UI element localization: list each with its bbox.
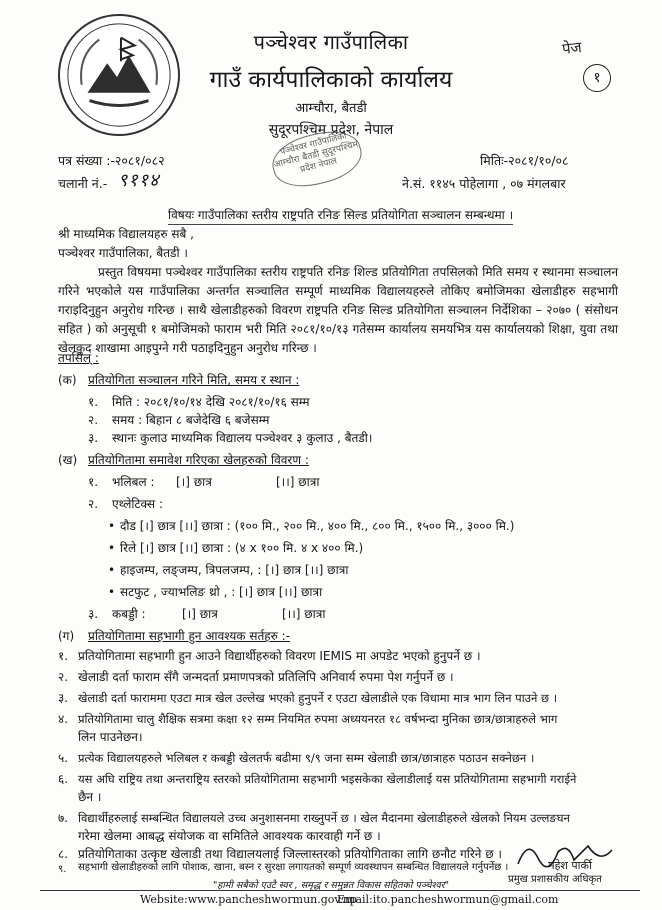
page-number: १ <box>583 64 611 92</box>
section-kha-title: प्रतियोगितामा समावेश गरिएका खेलहरुको विवरण : <box>88 453 309 467</box>
condition-num: ६. <box>58 772 69 786</box>
condition-num: ३. <box>58 691 69 705</box>
condition-text: प्रतियोगितामा चालु शैक्षिक सत्रमा कक्षा १२ सम्म नियमित रुपमा अध्ययनरत १८ वर्षभन्दा मुनिका छात्र/छात्राहरुले भाग <box>78 712 558 726</box>
nepal-sambat-date: ने.सं. ११४५ पोहेलागा , ०७ मंगलबार <box>402 176 566 191</box>
letter-subject: विषयः गाउँपालिका स्तरीय राष्ट्रपति रनिङ सिल्ड प्रतियोगिता सञ्चालन सम्बन्धमा । <box>168 206 513 225</box>
dispatch-number: ९११४ <box>118 170 160 191</box>
section-ga-marker: (ग) <box>58 629 75 643</box>
bullet-icon: • <box>108 563 116 577</box>
condition-text: लिन पाउनेछन। <box>78 730 143 744</box>
condition-text: प्रतियोगितामा सहभागी हुन आउने विद्यार्थीहरुको विवरण IEMIS मा अपडेट भएको हुनुपर्ने छ । <box>78 649 481 663</box>
condition-text: खेलाडी दर्ता फाराम सँगै जन्मदर्ता प्रमाणपत्रको प्रतिलिपि अनिवार्य रुपमा पेश गर्नुपर्ने छ । <box>78 670 454 684</box>
condition-text: छैन । <box>78 790 102 804</box>
kha-item-num: १. <box>88 475 99 489</box>
condition-text: विद्यार्थीहरुलाई सम्बन्धित विद्यालयले उच्च अनुशासनमा राख्नुपर्ने छ । खेल मैदानमा खेलाडीहरुले खेलको नियम उल्लङघन <box>78 811 570 825</box>
athletics-relay: रिले [।] छात्र [।।] छात्रा : (४ x १०० मि. ४ x ४०० मि.) <box>120 541 364 555</box>
kha-item-num: ३. <box>88 607 99 621</box>
province-line: सुदूरपश्चिम प्रदेश, नेपाल <box>268 122 394 138</box>
recipient-line-1: श्री माध्यमिक विद्यालयहरु सबै , <box>58 227 194 241</box>
section-ga-title: प्रतियोगितामा सहभागी हुन आवश्यक सर्तहरु :- <box>88 629 291 643</box>
section-ka-item: स्थानः कुलाउ माध्यमिक विद्यालय पञ्चेश्वर ३ कुलाउ , बैतडी। <box>112 431 373 445</box>
condition-text: प्रतियोगिताका उत्कृष्ट खेलाडी तथा विद्यालयलाई जिल्लास्तरको प्रतियोगिताका लागि छनौट गरिने छ । <box>78 847 502 861</box>
municipality-name: पञ्चेश्वर गाउँपालिका <box>253 30 409 54</box>
condition-text: गरेमा खेलमा आबद्ध संयोजक वा समितिले आवश्यक कारवाही गर्ने छ । <box>78 829 381 843</box>
bullet-icon: • <box>108 585 116 599</box>
condition-num: ८. <box>58 847 69 861</box>
condition-text: सहभागी खेलाडीहरुको लागि पोशाक, खाना, बस्न र सुरक्षा लगायतको सम्पूर्ण व्यवस्थापन सम्बन्धित विद्यालयले गर्नुपर्नेछ । <box>78 862 509 873</box>
letter-date: मितिः-२०८१/१०/०८ <box>480 153 569 168</box>
section-ka-title: प्रतियोगिता सञ्चालन गरिने मिति, समय र स्थान : <box>88 373 300 387</box>
condition-num: ७. <box>58 811 69 825</box>
section-ka-item: समय : बिहान ८ बजेदेखि ६ बजेसम्म <box>112 413 270 427</box>
athletics-race: दौड [।] छात्र [।।] छात्रा : (१०० मि., २०० मि., ४०० मि., ८०० मि., १५०० मि., ३००० मि.) <box>120 519 515 533</box>
signatory-name: महेश पार्की <box>548 859 592 872</box>
section-ka-item-num: १. <box>88 395 99 409</box>
kabaddi-label: कबड्डी : <box>112 607 146 621</box>
condition-num: २. <box>58 670 69 684</box>
reference-number: पत्र संख्या :-२०८१/०८२ <box>58 153 165 168</box>
office-stamp: पञ्चेश्वर गाउँपालिका आम्चौरा बैतडी सुदूरपश्चिम प्रदेश नेपाल <box>267 124 366 194</box>
office-location: आम्चौरा, बैतडी <box>295 101 367 116</box>
bullet-icon: • <box>108 541 116 555</box>
footer-email[interactable]: Email:ito.pancheshwormun@gmail.com <box>337 893 559 906</box>
condition-text: खेलाडी दर्ता फाराममा एउटा मात्र खेल उल्लेख भएको हुनुपर्ने र एउटा खेलाडीले एक विधामा मात्र भाग लिन पाउने छ । <box>78 691 558 705</box>
condition-num: ९. <box>58 864 67 875</box>
condition-num: ५. <box>58 751 69 765</box>
athletics-throws: सटफुट , ज्याभलिङ थ्रो , : [।] छात्र [।।] छात्रा <box>120 585 323 599</box>
condition-num: ४. <box>58 712 69 726</box>
section-ka-item-num: २. <box>88 413 99 427</box>
footer-motto: "हामी सबैको एउटै स्वर , समृद्ध र समुन्नत विकास सहितको पञ्चेश्वर" <box>212 880 450 891</box>
body-paragraph: प्रस्तुत विषयमा पञ्चेश्वर गाउँपालिका स्तरीय राष्ट्रपति रनिङ शिल्ड प्रतियोगिता तपसिलको मिति समय र स्थानमा सञ्चालन गरिने भएकोले यस गाउँपालिका अन्तर्गत सञ्चालित सम्पूर्ण माध्यमिक विद्यालयहरुले तोकिए बमोजिमका खेलाडीहरु सहभागी गराइदिनुहुन अनुरोध गरिन्छ । साथै खेलाडीहरुको विवरण राष्ट्रपति रनिङ सिल्ड प्रतियोगिता सञ्चालन निर्देशिका – २०७० ( संसोधन सहित ) को अनुसूची १ बमोजिमको फाराम भरी मिति २०८१/१०/१३ गतेसम्म कार्यालय समयभित्र यस कार्यालयको शिक्षा, युवा तथा खेलकुद शाखामा आइपुग्ने गरी पठाइदिनुहुन अनुरोध गरिन्छ । <box>58 265 618 355</box>
volleyball-label: भलिबल : <box>112 475 155 489</box>
section-ka-marker: (क) <box>58 373 77 387</box>
section-ka-item: मिति : २०८१/१०/१४ देखि २०८१/१०/१६ सम्म <box>112 395 310 409</box>
section-ka-item-num: ३. <box>88 431 99 445</box>
recipient-line-2: पञ्चेश्वर गाउँपालिका, बैतडी । <box>58 246 188 260</box>
kabaddi-boys: [।] छात्र <box>182 607 218 621</box>
section-kha-marker: (ख) <box>58 453 78 467</box>
condition-text: प्रत्येक विद्यालयहरुले भलिबल र कबड्डी खेलतर्फ बढीमा ९/९ जना सम्म खेलाडी छात्र/छात्राहरु पठाउन सक्नेछन । <box>78 751 535 765</box>
office-name: गाउँ कार्यपालिकाको कार्यालय <box>209 67 453 93</box>
kabaddi-girls: [।।] छात्रा <box>282 607 326 621</box>
athletics-label: एथ्लेटिक्स : <box>112 497 163 511</box>
volleyball-girls: [।।] छात्रा <box>276 475 320 489</box>
signatory-title: प्रमुख प्रशासकीय अधिकृत <box>508 874 602 885</box>
footer-website[interactable]: Website:www.pancheshwormun.gov.np <box>140 893 357 906</box>
condition-num: १. <box>58 649 69 663</box>
volleyball-boys: [।] छात्र <box>176 475 212 489</box>
kha-item-num: २. <box>88 497 99 511</box>
condition-text: यस अघि राष्ट्रिय तथा अन्तराष्ट्रिय स्तरको प्रतियोगितामा सहभागी भइसकेका खेलाडीलाई यस प्रतियोगितामा सहभागी गराईने <box>78 772 577 786</box>
tapsil-label: तपसिल् : <box>58 351 99 365</box>
dispatch-label: चलानी नं.- <box>58 176 108 191</box>
bullet-icon: • <box>108 519 116 533</box>
athletics-jumps: हाइजम्प, लङ्जम्प, त्रिपलजम्प, : [।] छात्र [।।] छात्रा <box>120 563 349 577</box>
page-label: पेज <box>561 38 583 58</box>
